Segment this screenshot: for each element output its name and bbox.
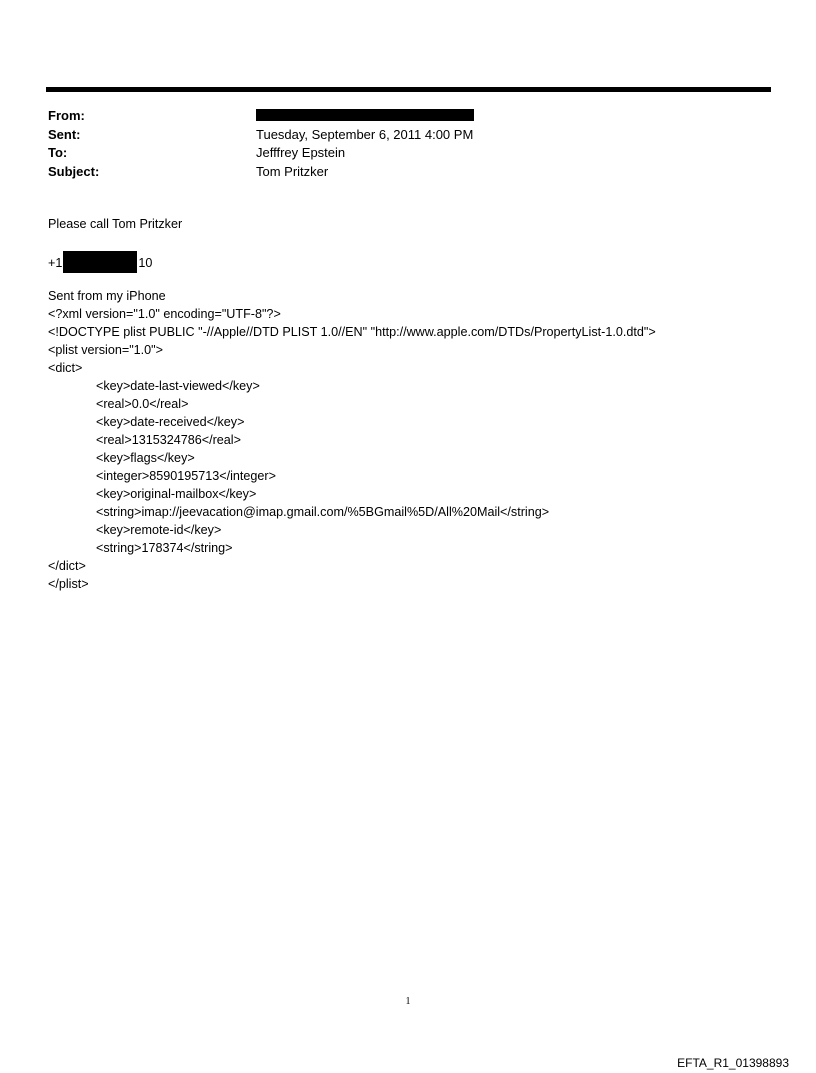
sent-value: Tuesday, September 6, 2011 4:00 PM xyxy=(256,126,474,142)
plist-entry-line: <integer>8590195713</integer> xyxy=(96,469,276,483)
plist-entry-line: <key>flags</key> xyxy=(96,451,195,465)
subject-row xyxy=(48,163,748,182)
bates-number: EFTA_R1_01398893 xyxy=(677,1056,789,1070)
phone-line xyxy=(48,251,788,269)
plist-entry-line: <key>remote-id</key> xyxy=(96,523,222,537)
plist-entry-line: <key>original-mailbox</key> xyxy=(96,487,257,501)
subject-label: Subject: xyxy=(48,163,100,179)
xml-declaration-line: <?xml version="1.0" encoding="UTF-8"?> xyxy=(48,307,281,321)
spacer xyxy=(48,269,788,287)
to-label: To: xyxy=(48,145,68,160)
plist-entry-line: <real>0.0</real> xyxy=(96,397,189,411)
from-redaction xyxy=(256,109,474,121)
from-label: From: xyxy=(48,108,85,123)
email-header xyxy=(48,107,748,181)
plist-entry-line: <key>date-received</key> xyxy=(96,415,245,429)
to-row xyxy=(48,144,748,163)
dict-open-line: <dict> xyxy=(48,361,83,375)
dict-close-line: </dict> xyxy=(48,559,86,573)
page-number: 1 xyxy=(405,996,411,1007)
signature-line: Sent from my iPhone xyxy=(48,289,166,303)
subject-value: Tom Pritzker xyxy=(256,163,329,179)
phone-redaction xyxy=(63,251,137,273)
from-row xyxy=(48,107,748,126)
plist-entry-line: <string>178374</string> xyxy=(96,541,233,555)
spacer xyxy=(48,233,788,251)
plist-close-line: </plist> xyxy=(48,577,89,591)
sent-row xyxy=(48,126,748,145)
phone-suffix: 10 xyxy=(138,256,153,270)
doctype-line: <!DOCTYPE plist PUBLIC "-//Apple//DTD PLIST 1.0//EN" "http://www.apple.com/DTDs/PropertyList-1.0.dtd"> xyxy=(48,325,656,339)
plist-entry-line: <string>imap://jeevacation@imap.gmail.com/%5BGmail%5D/All%20Mail</string> xyxy=(96,505,550,519)
header-rule xyxy=(46,87,771,92)
sent-label: Sent: xyxy=(48,126,81,142)
plist-open-line: <plist version="1.0"> xyxy=(48,343,164,357)
plist-entry-line: <real>1315324786</real> xyxy=(96,433,241,447)
to-value: Jefffrey Epstein xyxy=(256,145,346,160)
phone-prefix: +1 xyxy=(48,256,63,270)
email-body xyxy=(48,215,788,593)
greeting-line: Please call Tom Pritzker xyxy=(48,217,183,231)
plist-entry-line: <key>date-last-viewed</key> xyxy=(96,379,260,393)
